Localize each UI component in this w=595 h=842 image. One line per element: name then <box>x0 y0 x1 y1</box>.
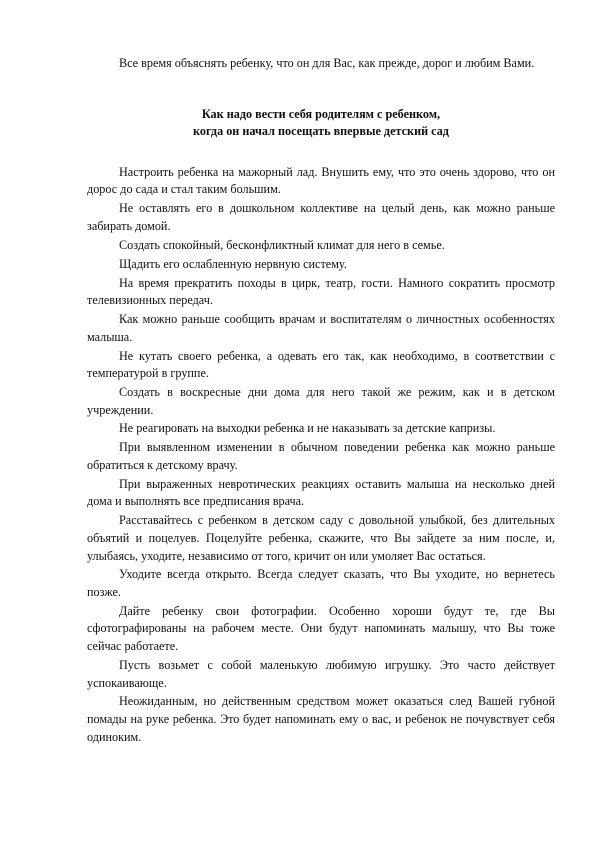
advice-paragraph: Расставайтесь с ребенком в детском саду с довольной улыбкой, без длительных объятий и поцелуев. Поцелуйте ребенка, скажите, что Вы зайдете за ним после, и, улыбаясь, уходите, независимо от того, кричит он или умоляет Вас остаться. <box>87 513 555 563</box>
advice-paragraph: Не реагировать на выходки ребенка и не наказывать за детские капризы. <box>119 421 496 436</box>
advice-paragraph: Настроить ребенка на мажорный лад. Внушить ему, что это очень здорово, что он дорос до сада и стал таким большим. <box>87 164 555 197</box>
advice-paragraph: Не кутать своего ребенка, а одевать его так, как необходимо, в соответствии с температурой в группе. <box>87 348 555 381</box>
advice-paragraph: На время прекратить походы в цирк, театр, гости. Намного сократить просмотр телевизионных передач. <box>87 275 555 308</box>
advice-paragraph: Как можно раньше сообщить врачам и воспитателям о личностных особенностях малыша. <box>87 312 555 344</box>
advice-paragraph: Создать в воскресные дни дома для него такой же режим, как и в детском учреждении. <box>87 384 555 417</box>
section-title <box>87 106 555 141</box>
advice-paragraph: Не оставлять его в дошкольном коллективе на целый день, как можно раньше забирать домой. <box>87 201 555 233</box>
advice-paragraph: При выраженных невротических реакциях оставить малыша на несколько дней дома и выполнять все предписания врача. <box>87 476 555 509</box>
intro-paragraph: Все время объяснять ребенку, что он для Вас, как прежде, дорог и любим Вами. <box>119 56 535 70</box>
title-line-2: когда он начал посещать впервые детский сад <box>193 124 449 139</box>
document-page <box>87 55 555 746</box>
advice-paragraph: Уходите всегда открыто. Всегда следует сказать, что Вы уходите, но вернетесь позже. <box>87 567 555 599</box>
advice-paragraph: Дайте ребенку свои фотографии. Особенно хороши будут те, где Вы сфотографированы на рабочем месте. Они будут напоминать малышу, что Вы тоже сейчас работаете. <box>87 603 555 654</box>
advice-paragraph: Щадить его ослабленную нервную систему. <box>119 256 347 271</box>
advice-paragraph: При выявленном изменении в обычном поведении ребенка как можно раньше обратиться к детскому врачу. <box>87 440 555 472</box>
advice-paragraph: Пусть возьмет с собой маленькую любимую игрушку. Это часто действует успокаивающе. <box>87 657 555 690</box>
title-line-1: Как надо вести себя родителям с ребенком, <box>201 106 441 121</box>
advice-list <box>87 164 555 746</box>
advice-paragraph: Создать спокойный, бесконфликтный климат для него в семье. <box>119 237 445 252</box>
advice-paragraph: Неожиданным, но действенным средством может оказаться след Вашей губной помады на руке ребенка. Это будет напоминать ему о вас, и ребенок не почувствует себя одиноким. <box>87 694 555 744</box>
